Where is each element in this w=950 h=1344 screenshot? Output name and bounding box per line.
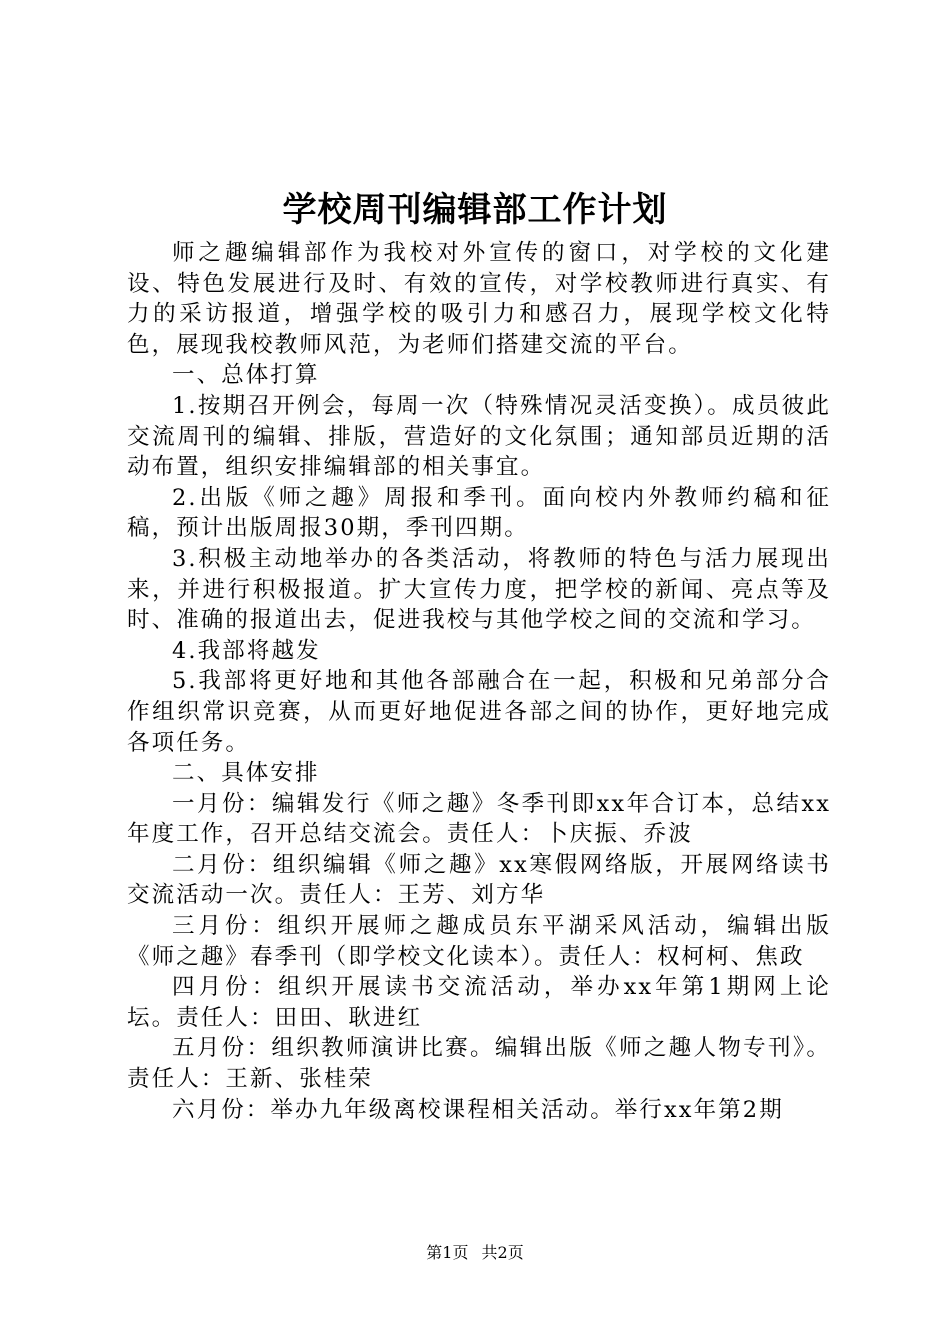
page-footer	[0, 1242, 950, 1264]
schedule-paragraph: 二月份：组织编辑《师之趣》xx寒假网络版，开展网络读书交流活动一次。责任人：王芳、刘方华	[127, 851, 831, 909]
page-number: 第1页	[426, 1243, 469, 1262]
section-heading: 一、总体打算	[172, 362, 320, 389]
page-total: 共2页	[481, 1243, 524, 1262]
paragraph: 4.我部将越发	[172, 637, 321, 664]
schedule-paragraph: 一月份：编辑发行《师之趣》冬季刊即xx年合订本，总结xx年度工作，召开总结交流会。责任人：卜庆振、乔波	[127, 790, 831, 848]
paragraph: 3.积极主动地举办的各类活动，将教师的特色与活力展现出来，并进行积极报道。扩大宣传力度，把学校的新闻、亮点等及时、准确的报道出去，促进我校与其他学校之间的交流和学习。	[127, 545, 831, 634]
section-heading: 二、具体安排	[172, 760, 320, 787]
paragraph: 2.出版《师之趣》周报和季刊。面向校内外教师约稿和征稿，预计出版周报30期，季刊四期。	[127, 484, 831, 542]
paragraph: 5.我部将更好地和其他各部融合在一起，积极和兄弟部分合作组织常识竞赛，从而更好地促进各部之间的协作，更好地完成各项任务。	[127, 668, 831, 756]
paragraph: 1.按期召开例会，每周一次（特殊情况灵活变换）。成员彼此交流周刊的编辑、排版，营造好的文化氛围；通知部员近期的活动布置，组织安排编辑部的相关事宜。	[127, 392, 831, 481]
schedule-paragraph: 三月份：组织开展师之趣成员东平湖采风活动，编辑出版《师之趣》春季刊（即学校文化读本）。责任人：权柯柯、焦政	[127, 913, 831, 970]
document-body	[127, 238, 831, 1125]
schedule-paragraph: 五月份：组织教师演讲比赛。编辑出版《师之趣人物专刊》。责任人：王新、张桂荣	[127, 1035, 831, 1093]
document-title: 学校周刊编辑部工作计划	[282, 190, 668, 230]
schedule-paragraph: 四月份：组织开展读书交流活动，举办xx年第1期网上论坛。责任人：田田、耿进红	[127, 974, 831, 1031]
intro-paragraph: 师之趣编辑部作为我校对外宣传的窗口，对学校的文化建设、特色发展进行及时、有效的宣传，对学校教师进行真实、有力的采访报道，增强学校的吸引力和感召力，展现学校文化特色，展现我校教师风范，为老师们搭建交流的平台。	[127, 240, 831, 358]
schedule-paragraph: 六月份：举办九年级离校课程相关活动。举行xx年第2期	[172, 1096, 784, 1123]
